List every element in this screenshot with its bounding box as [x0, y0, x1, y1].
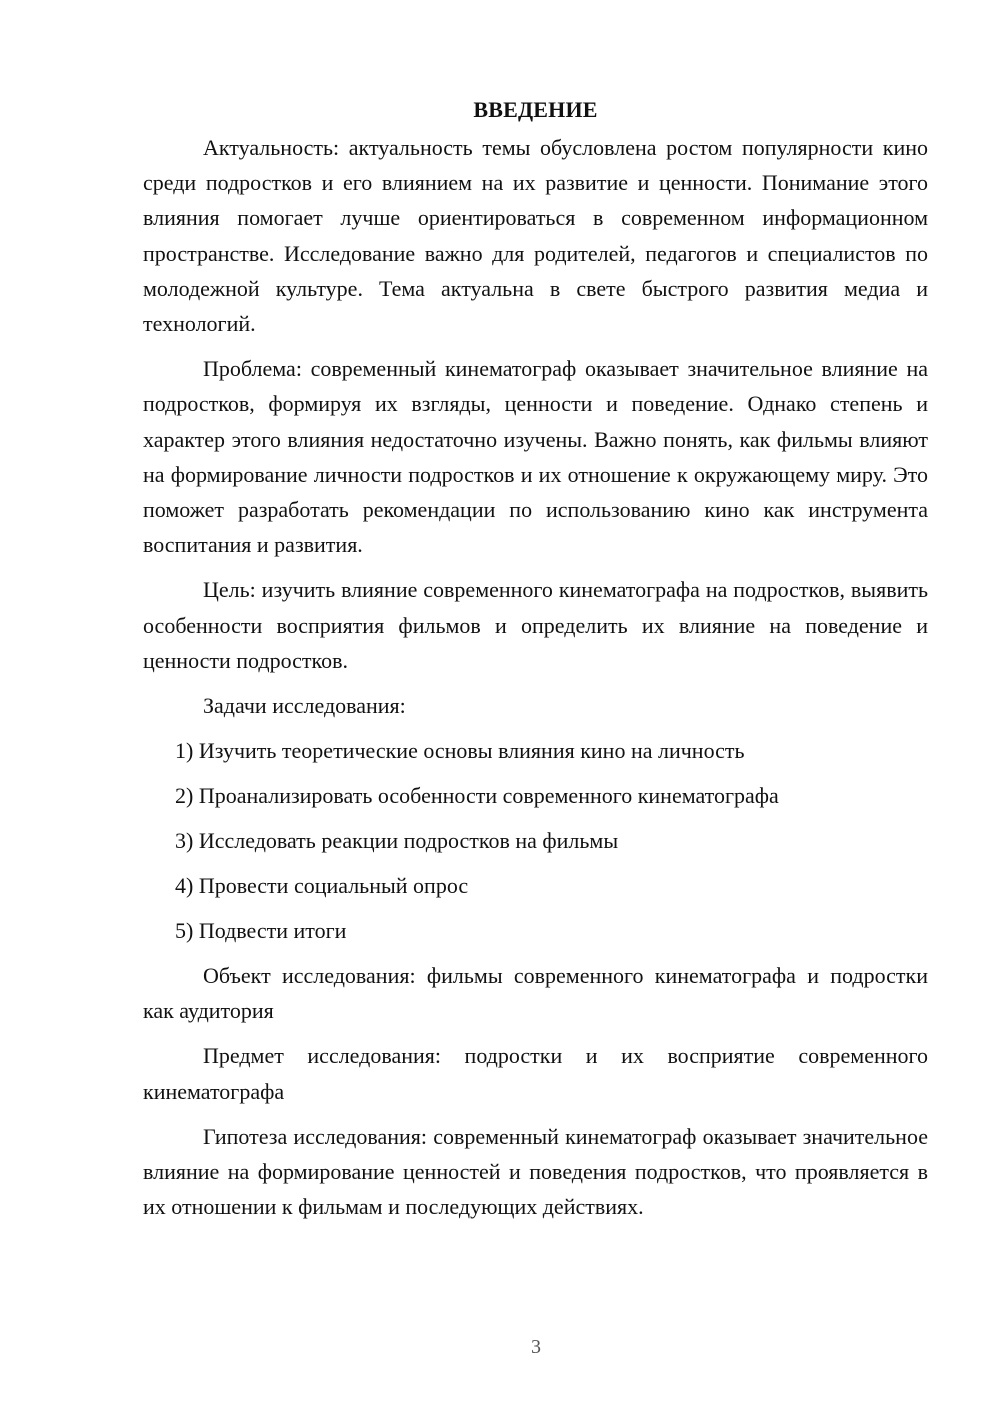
relevance-paragraph: Актуальность: актуальность темы обусловлена ростом популярности кино среди подростков и его влиянием на их развитие и ценности. Понимание этого влияния помогает лучше ориентироваться в современном информационном пространстве. Исследование важно для родителей, педагогов и специалистов по молодежной культуре. Тема актуальна в свете быстрого развития медиа и технологий.: [143, 135, 928, 337]
document-page: [143, 92, 928, 1234]
page-number: 3: [531, 1336, 541, 1358]
subject-paragraph: Предмет исследования: подростки и их восприятие современного кинематографа: [143, 1043, 928, 1104]
hypothesis-paragraph: Гипотеза исследования: современный кинематограф оказывает значительное влияние на формирование ценностей и поведения подростков, что проявляется в их отношении к фильмам и последующих действиях.: [143, 1123, 928, 1220]
page-title: ВВЕДЕНИЕ: [473, 97, 598, 122]
goal-paragraph: Цель: изучить влияние современного кинематографа на подростков, выявить особенности восприятия фильмов и определить их влияние на поведение и ценности подростков.: [143, 577, 928, 673]
problem-paragraph: Проблема: современный кинематограф оказывает значительное влияние на подростков, формируя их взгляды, ценности и поведение. Однако степень и характер этого влияния недостаточно изучены. Важно понять, как фильмы влияют на формирование личности подростков и их отношение к окружающему миру. Это поможет разработать рекомендации по использованию кино как инструмента воспитания и развития.: [143, 356, 928, 558]
tasks-heading: Задачи исследования:: [203, 693, 406, 719]
object-paragraph: Объект исследования: фильмы современного кинематографа и подростки как аудитория: [143, 963, 928, 1024]
list-item: 3) Исследовать реакции подростков на фильмы: [175, 828, 619, 854]
tasks-list: [143, 733, 928, 948]
list-item: 1) Изучить теоретические основы влияния кино на личность: [175, 738, 745, 764]
list-item: 5) Подвести итоги: [175, 918, 347, 944]
list-item: 4) Провести социальный опрос: [175, 873, 469, 899]
list-item: 2) Проанализировать особенности современного кинематографа: [175, 783, 779, 809]
